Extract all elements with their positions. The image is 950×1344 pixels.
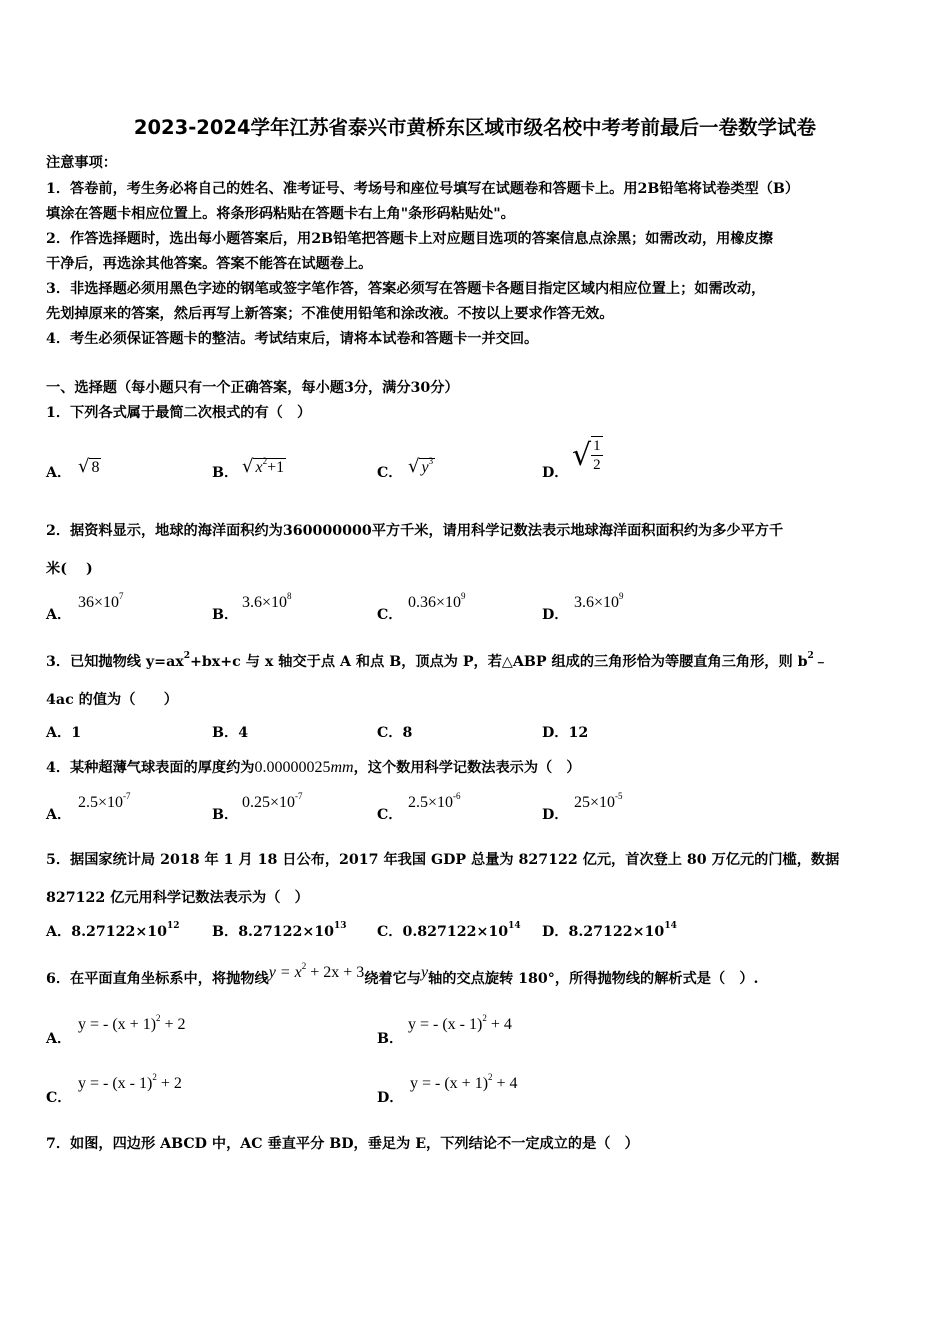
question-6-stem: 6．在平面直角坐标系中，将抛物线$y = x^2 + 2x + 3$绕着它与y轴的交点旋转 180°，所得抛物线的解析式是（ ）. [46, 961, 759, 987]
q1-b-tail: +1 [267, 459, 285, 476]
option-label: D． [542, 607, 569, 623]
q5-option-c: C．$0.827122\times 10^{14}$ [377, 921, 521, 940]
option-label: B． [212, 465, 239, 481]
question-3-stem-cont: 4ac 的值为（ ） [46, 692, 178, 708]
q1-option-b: √ $x^2+1$ [242, 456, 285, 477]
q2-option-c: $0.36\times 10^9$ [408, 591, 466, 611]
q1-option-d: √ $\frac{1}{2}$ [572, 437, 601, 473]
q3-option-a: A．1 [46, 725, 82, 741]
q2-option-b: $3.6\times 10^8$ [242, 591, 292, 611]
option-label: B． [212, 807, 239, 823]
q4-option-c: $2.5\times 10^{-6}$ [408, 791, 461, 811]
option-label: A． [46, 465, 72, 481]
q6-option-a: y = - $(x + 1)^2 + 2$ [78, 1013, 186, 1033]
option-label: B． [377, 1031, 404, 1047]
section-heading: 一、选择题（每小题只有一个正确答案，每小题3分，满分30分） [46, 380, 459, 396]
question-5-stem-cont: 827122 亿元用科学记数法表示为（ ） [46, 890, 309, 906]
q5-option-a: A．$8.27122\times 10^{12}$ [46, 921, 180, 940]
q4-option-b: $0.25\times 10^{-7}$ [242, 791, 303, 811]
q3-option-b: B．4 [212, 725, 249, 741]
q5-option-b: B．$8.27122\times 10^{13}$ [212, 921, 347, 940]
question-2-stem: 2．据资料显示，地球的海洋面积约为360000000平方千米，请用科学记数法表示地球海洋面积面积约为多少平方千 [46, 523, 784, 539]
option-label: C． [377, 607, 403, 623]
notice-line: 先划掉原来的答案，然后再写上新答案；不准使用铅笔和涂改液。不按以上要求作答无效。 [46, 306, 614, 322]
question-7-stem: 7．如图，四边形 ABCD 中，AC 垂直平分 BD，垂足为 E，下列结论不一定成立的是（ ） [46, 1136, 639, 1152]
q3-option-c: C．8 [377, 725, 413, 741]
q1-c-base: y [421, 459, 429, 476]
q6-option-b: y = - (x - 1)$^2$ + 4 [408, 1013, 512, 1033]
option-label: D． [542, 807, 569, 823]
option-label: C． [377, 807, 403, 823]
q1-b-exp: 2 [262, 456, 268, 466]
q6-option-c: y = - (x - 1)$^2$ + 2 [78, 1072, 182, 1092]
q1-d-num: 1 [593, 438, 601, 454]
q1-option-a: √ 8 [78, 456, 100, 477]
option-label: A． [46, 607, 72, 623]
q4-option-a: $2.5\times 10^{-7}$ [78, 791, 131, 811]
q6-option-d: y = - $(x + 1)^2 + 4$ [410, 1072, 518, 1092]
notice-heading: 注意事项： [46, 155, 117, 171]
question-2-stem-cont: 米( ) [46, 561, 93, 577]
q2-option-a: $36\times 10^7$ [78, 591, 124, 611]
option-label: A． [46, 807, 72, 823]
question-1-stem: 1．下列各式属于最简二次根式的有（ ） [46, 405, 312, 421]
option-label: C． [46, 1090, 72, 1106]
q2-option-d: $3.6\times 10^9$ [574, 591, 624, 611]
q4-option-d: $25\times 10^{-5}$ [574, 791, 623, 811]
page-title: 2023-2024学年江苏省泰兴市黄桥东区域市级名校中考考前最后一卷数学试卷 [133, 116, 817, 139]
option-label: D． [542, 465, 569, 481]
notice-line: 4．考生必须保证答题卡的整洁。考试结束后，请将本试卷和答题卡一并交回。 [46, 331, 539, 347]
q1-b-base: x [255, 459, 263, 476]
q3-option-d: D．12 [542, 725, 589, 741]
option-label: D． [377, 1090, 404, 1106]
q1-c-exp: 3 [428, 456, 434, 466]
option-label: A． [46, 1031, 72, 1047]
question-3-stem: 3．已知抛物线 $y=ax^2+bx+c$ 与 x 轴交于点 A 和点 B，顶点为 P，若△ABP 组成的三角形恰为等腰直角三角形，则 $b^2﹣$ [46, 651, 828, 670]
question-5-stem: 5．据国家统计局 2018 年 1 月 18 日公布，2017 年我国 GDP 总量为 827122 亿元，首次登上 80 万亿元的门槛，数据 [46, 852, 840, 868]
notice-line: 1．答卷前，考生务必将自己的姓名、准考证号、考场号和座位号填写在试题卷和答题卡上。用2B铅笔将试卷类型（B） [46, 181, 800, 197]
q1-option-c: √ $y^3$ [408, 456, 434, 477]
notice-line: 填涂在答题卡相应位置上。将条形码粘贴在答题卡右上角"条形码粘贴处"。 [46, 206, 515, 222]
q1-a-radicand: 8 [91, 459, 100, 476]
notice-line: 3．非选择题必须用黑色字迹的钢笔或签字笔作答，答案必须写在答题卡各题目指定区域内相应位置上；如需改动， [46, 281, 766, 297]
q1-d-den: 2 [593, 457, 601, 473]
option-label: C． [377, 465, 403, 481]
q5-option-d: D．$8.27122\times 10^{14}$ [542, 921, 677, 940]
notice-line: 干净后，再选涂其他答案。答案不能答在试题卷上。 [46, 256, 373, 272]
question-4-stem: 4．某种超薄气球表面的厚度约为0.00000025mm，这个数用科学记数法表示为（ ） [46, 759, 581, 776]
notice-line: 2．作答选择题时，选出每小题答案后，用2B铅笔把答题卡上对应题目选项的答案信息点涂黑；如需改动，用橡皮擦 [46, 231, 773, 247]
option-label: B． [212, 607, 239, 623]
